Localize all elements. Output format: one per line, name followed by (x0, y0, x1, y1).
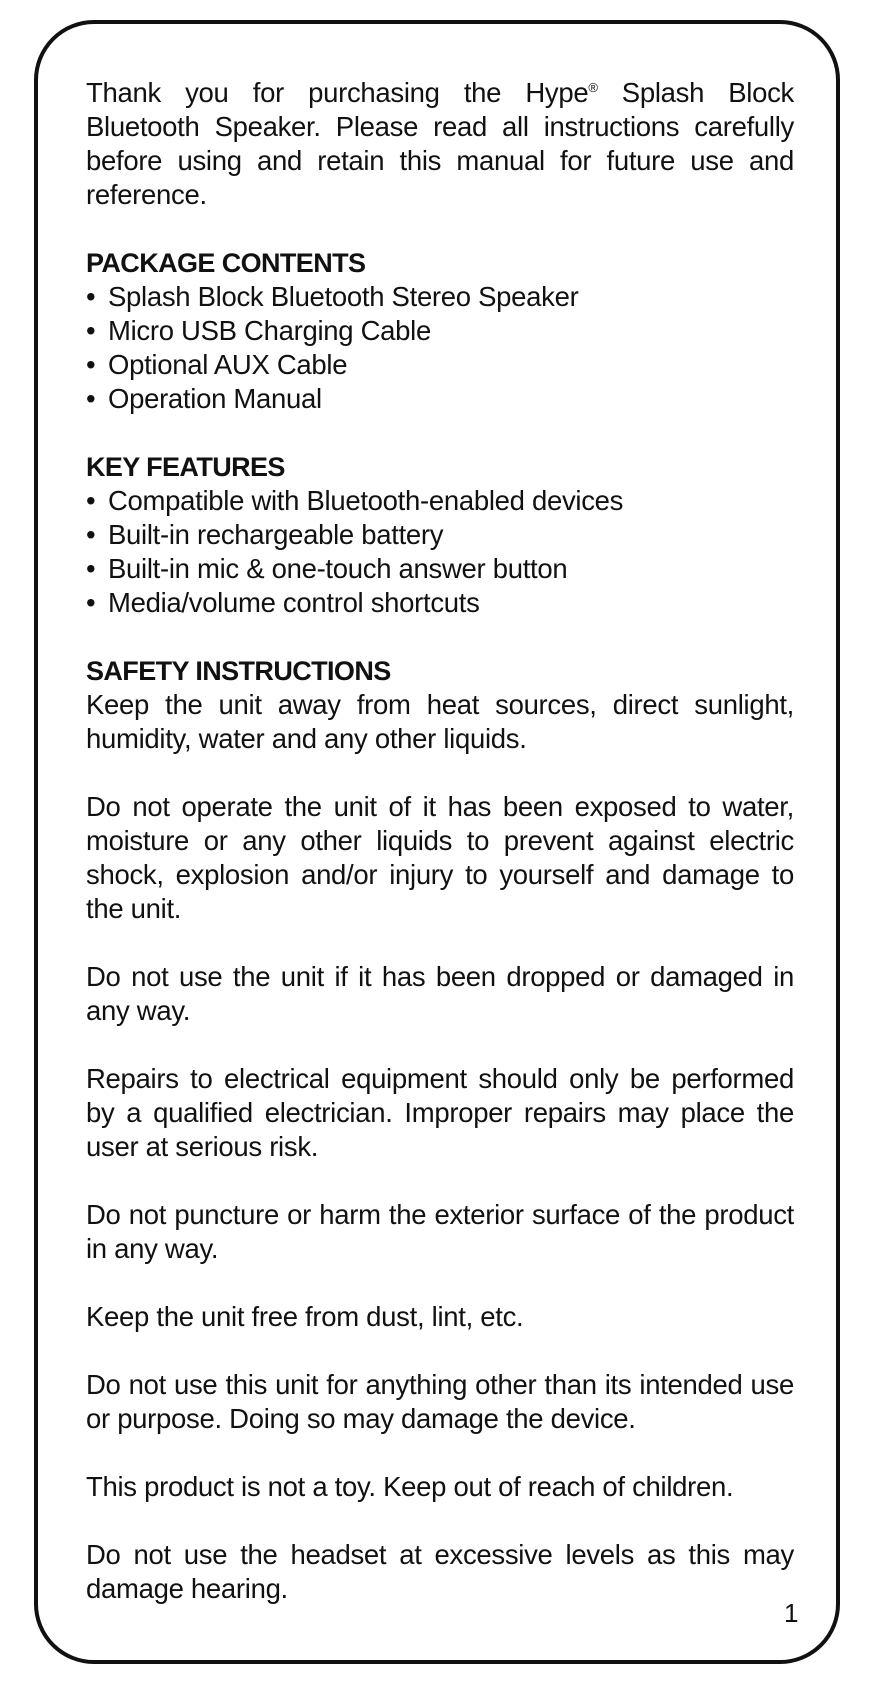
key-features-list (86, 484, 794, 620)
safety-paragraph: Keep the unit free from dust, lint, etc. (86, 1301, 524, 1332)
package-contents-heading: PACKAGE CONTENTS (86, 248, 366, 278)
safety-paragraph: Keep the unit away from heat sources, direct sunlight, humidity, water and any other liquids. (86, 689, 794, 754)
key-features-heading: KEY FEATURES (86, 452, 285, 482)
safety-paragraph: Do not use this unit for anything other than its intended use or purpose. Doing so may damage the device. (86, 1369, 794, 1434)
registered-mark: ® (588, 79, 598, 95)
safety-paragraph: This product is not a toy. Keep out of reach of children. (86, 1471, 734, 1502)
key-features-section (86, 450, 794, 620)
safety-instructions-section (86, 654, 794, 1606)
list-item: • Micro USB Charging Cable (86, 314, 794, 348)
list-item: • Media/volume control shortcuts (86, 586, 794, 620)
intro-paragraph (86, 76, 794, 212)
manual-content (86, 76, 794, 1606)
list-item: • Built-in mic & one-touch answer button (86, 552, 794, 586)
package-contents-list (86, 280, 794, 416)
list-item: • Operation Manual (86, 382, 794, 416)
list-item: • Optional AUX Cable (86, 348, 794, 382)
intro-text-start: Thank you for purchasing the Hype (86, 77, 589, 108)
safety-paragraph: Do not puncture or harm the exterior surface of the product in any way. (86, 1199, 794, 1264)
package-contents-section (86, 246, 794, 416)
list-item: • Splash Block Bluetooth Stereo Speaker (86, 280, 794, 314)
intro-text-end: Splash Block Bluetooth Speaker. Please read all instructions carefully before using and retain this manual for future use and reference. (86, 77, 794, 210)
list-item: • Compatible with Bluetooth-enabled devices (86, 484, 794, 518)
safety-paragraph: Do not use the headset at excessive levels as this may damage hearing. (86, 1539, 794, 1604)
list-item: • Built-in rechargeable battery (86, 518, 794, 552)
safety-paragraph: Do not operate the unit of it has been exposed to water, moisture or any other liquids to prevent against electric shock, explosion and/or injury to yourself and damage to the unit. (86, 791, 794, 924)
safety-instructions-heading: SAFETY INSTRUCTIONS (86, 656, 391, 686)
safety-paragraph: Do not use the unit if it has been dropped or damaged in any way. (86, 961, 794, 1026)
safety-paragraph: Repairs to electrical equipment should only be performed by a qualified electrician. Improper repairs may place the user at serious risk. (86, 1063, 794, 1162)
page-number: 1 (784, 1598, 799, 1628)
